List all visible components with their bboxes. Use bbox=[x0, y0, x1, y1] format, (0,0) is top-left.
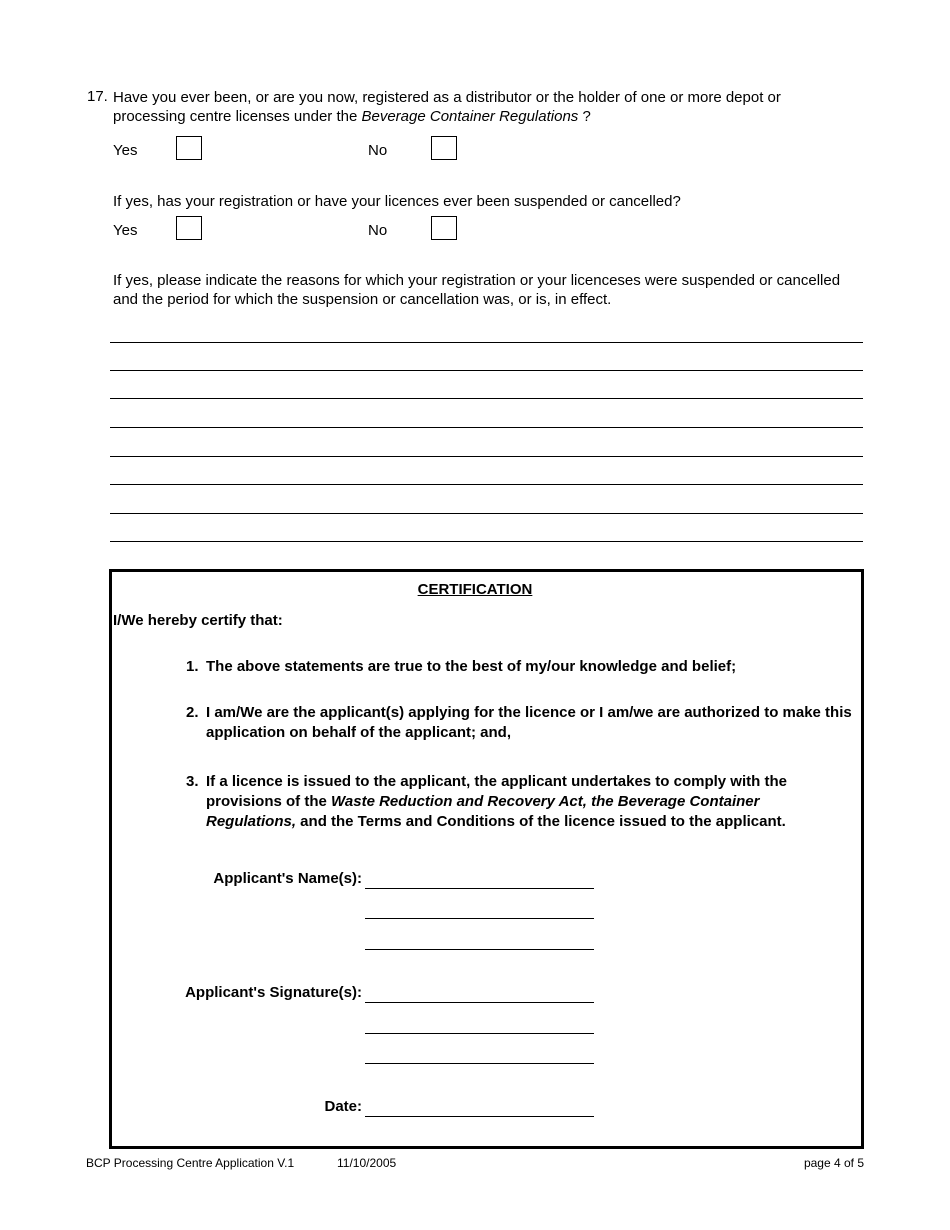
applicant-name-label: Applicant's Name(s): bbox=[213, 870, 362, 887]
date-field[interactable] bbox=[365, 1116, 594, 1117]
cert-item-text: The above statements are true to the best of my/our knowledge and belief; bbox=[206, 658, 737, 675]
regulation-title: Beverage Container Regulations bbox=[361, 108, 579, 125]
followup-question: If yes, has your registration or have your licences ever been suspended or cancelled? bbox=[113, 193, 681, 210]
answer-line[interactable] bbox=[110, 398, 863, 399]
applicant-signature-field[interactable] bbox=[365, 1063, 594, 1064]
applicant-name-field[interactable] bbox=[365, 949, 594, 950]
yes-label: Yes bbox=[113, 142, 138, 159]
applicant-signature-label: Applicant's Signature(s): bbox=[185, 984, 362, 1001]
answer-line[interactable] bbox=[110, 541, 863, 542]
question-text-end: ? bbox=[578, 108, 591, 125]
cert-item-legislation: Waste Reduction and Recovery Act, the Beverage Container Regulations, bbox=[206, 793, 760, 830]
answer-line[interactable] bbox=[110, 342, 863, 343]
cert-item-number: 1. bbox=[186, 658, 199, 675]
certification-intro: I/We hereby certify that: bbox=[113, 612, 283, 629]
answer-line[interactable] bbox=[110, 456, 863, 457]
applicant-signature-field[interactable] bbox=[365, 1002, 594, 1003]
applicant-name-field[interactable] bbox=[365, 918, 594, 919]
footer-page-number: page 4 of 5 bbox=[803, 1156, 864, 1170]
cert-item-text: I am/We are the applicant(s) applying for the licence or I am/we are authorized to make this application on behalf of the applicant; and, bbox=[206, 704, 852, 741]
followup-yes-checkbox[interactable] bbox=[176, 216, 202, 240]
answer-line[interactable] bbox=[110, 427, 863, 428]
cert-item-text-a: If a licence is issued to the applicant, the applicant undertakes to comply with the provisions of the bbox=[206, 773, 787, 810]
no-label: No bbox=[368, 142, 388, 159]
question-text-main: Have you ever been, or are you now, registered as a distributor or the holder of one or more depot or processing centre licenses under the bbox=[113, 89, 781, 125]
answer-line[interactable] bbox=[110, 484, 863, 485]
no-checkbox[interactable] bbox=[431, 136, 457, 160]
followup-yes-label: Yes bbox=[113, 222, 138, 239]
cert-item-number: 2. bbox=[186, 704, 199, 721]
answer-line[interactable] bbox=[110, 513, 863, 514]
followup-no-checkbox[interactable] bbox=[431, 216, 457, 240]
date-label: Date: bbox=[324, 1098, 362, 1115]
cert-item-text bbox=[206, 772, 826, 832]
applicant-name-field[interactable] bbox=[365, 888, 594, 889]
reasons-prompt: If yes, please indicate the reasons for which your registration or your licenceses were suspended or cancelled and the period for which the suspension or cancellation was, or is, in effect. bbox=[113, 272, 841, 308]
certification-box bbox=[109, 569, 864, 1149]
applicant-signature-field[interactable] bbox=[365, 1033, 594, 1034]
cert-item-text-b: and the Terms and Conditions of the licence issued to the applicant. bbox=[296, 813, 786, 830]
answer-line[interactable] bbox=[110, 370, 863, 371]
question-number: 17. bbox=[87, 88, 108, 105]
footer-doc-name: BCP Processing Centre Application V.1 bbox=[86, 1156, 295, 1170]
yes-checkbox[interactable] bbox=[176, 136, 202, 160]
certification-title: CERTIFICATION bbox=[417, 581, 533, 598]
question-text bbox=[113, 88, 833, 126]
followup-no-label: No bbox=[368, 222, 388, 239]
cert-item-number: 3. bbox=[186, 773, 199, 790]
footer-date: 11/10/2005 bbox=[337, 1156, 397, 1170]
